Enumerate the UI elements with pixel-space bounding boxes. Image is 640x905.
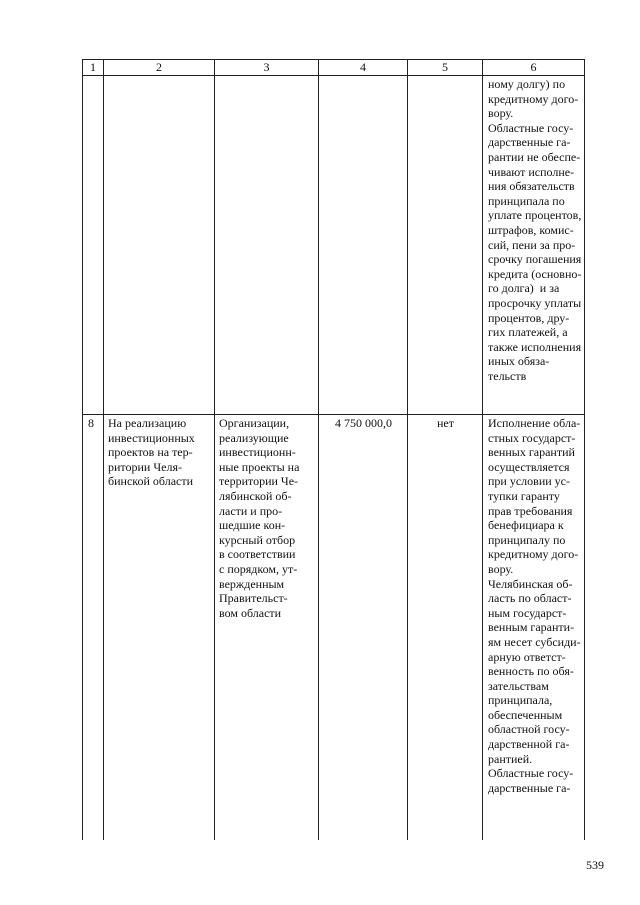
text-line: бинской области [108,474,194,489]
text-line: го долга) и за [488,281,560,296]
principal-text [215,415,318,620]
text-line: вору. [488,561,514,576]
text-line: прав требования [488,503,573,518]
text-line: венность по обя- [488,664,574,679]
text-line: дарственной га- [488,737,570,752]
text-line: тельств [488,368,527,383]
text-line: стных государст- [488,430,576,445]
purpose-cell [104,415,215,841]
text-line: ласти и про- [219,503,283,518]
text-line: штрафов, комис- [488,222,574,237]
conditions-cell [483,415,585,841]
text-line: лябинской об- [219,488,292,503]
text-line: кредита (основно- [488,266,582,281]
continued-cell-4 [319,76,408,415]
text-line: венным гаранти- [488,620,575,635]
text-line: ям несет субсиди- [488,634,581,649]
text-line: уплате процентов, [488,208,582,223]
text-line: тупки гаранту [488,488,560,503]
header-cell-2: 2 [104,60,215,76]
text-line: иных обяза- [488,354,550,369]
text-line: шедшие кон- [219,518,286,533]
text-line: принципалу по [488,532,566,547]
text-line: срочку погашения [488,252,582,267]
text-line: проектов на тер- [108,445,193,460]
text-line: кредитному дого- [488,91,579,106]
continued-cell-5 [408,76,483,415]
amount-cell [319,415,408,841]
continued-cell-3 [215,76,319,415]
text-line: Челябинская об- [488,576,573,591]
text-line: Правительст- [219,591,288,606]
text-line: Организации, [219,416,290,430]
text-line: ным государст- [488,605,567,620]
header-cell-3: 3 [215,60,319,76]
text-line: с порядком, ут- [219,561,298,576]
recourse-value: нет [437,416,454,430]
guarantees-table [82,59,585,840]
header-cell-4: 4 [319,60,408,76]
table-row [83,415,585,841]
header-cell-5: 5 [408,60,483,76]
purpose-text [104,415,214,489]
text-line: осуществляется [488,459,570,474]
conditions-text [483,415,584,795]
text-line: обеспеченным [488,707,563,722]
text-line: просрочку уплаты [488,295,582,310]
text-line: вору. [488,106,514,121]
text-line: принципала, [488,693,553,708]
text-line: дарственные га- [488,780,571,795]
text-line: дарственные га- [488,135,571,150]
text-line: при условии ус- [488,474,570,489]
header-cell-1: 1 [83,60,104,76]
text-line: ния обязательств [488,179,575,194]
text-line: зательствам [488,678,549,693]
principal-cell [215,415,319,841]
text-line: ному долгу) по [488,77,566,91]
text-line: в соответствии [219,547,296,562]
text-line: вержденным [219,576,285,591]
recourse-cell [408,415,483,841]
text-line: чивают исполне- [488,164,575,179]
text-line: арную ответст- [488,649,566,664]
text-line: На реализацию [108,416,187,430]
text-line: рантией. [488,751,533,766]
text-line: бенефициара к [488,518,564,533]
text-line: рантии не обеспе- [488,149,581,164]
continued-conditions-text [483,76,584,383]
text-line: кредитному дого- [488,547,579,562]
text-line: Областные госу- [488,766,574,781]
text-line: инвестиционн- [219,445,296,460]
text-line: реализующие [219,430,289,445]
continued-conditions-cell [483,76,585,415]
text-line: также исполнения [488,339,582,354]
text-line: инвестиционных [108,430,195,445]
row-number: 8 [88,416,94,430]
text-line: вом области [219,605,282,620]
text-line: областной госу- [488,722,570,737]
text-line: гих платежей, а [488,325,568,340]
text-line: Областные госу- [488,120,574,135]
text-line: сий, пени за про- [488,237,576,252]
row-number-cell [83,415,104,841]
header-row [83,60,585,76]
text-line: венных гарантий [488,445,575,460]
text-line: территории Че- [219,474,299,489]
text-line: процентов, дру- [488,310,570,325]
continued-row [83,76,585,415]
text-line: принципала по [488,193,565,208]
text-line: ласть по област- [488,591,572,606]
amount-value: 4 750 000,0 [335,416,392,430]
header-cell-6: 6 [483,60,585,76]
text-line: ритории Челя- [108,459,182,474]
continued-cell-1 [83,76,104,415]
page-number: 539 [586,858,604,872]
text-line: Исполнение обла- [488,416,581,430]
text-line: курсный отбор [219,532,296,547]
continued-cell-2 [104,76,215,415]
text-line: ные проекты на [219,459,300,474]
